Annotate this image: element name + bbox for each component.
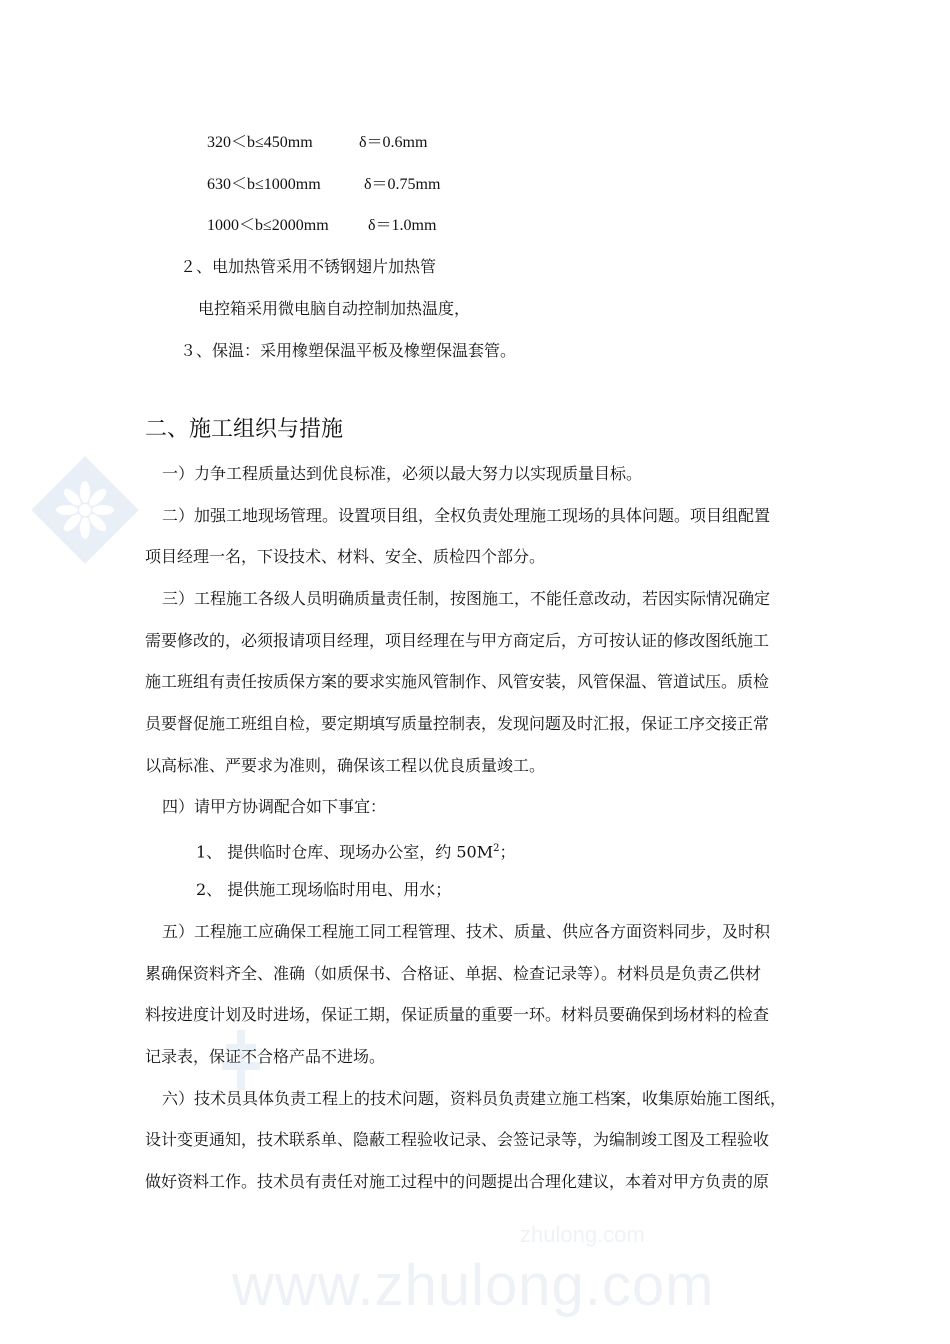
spec-delta: δ＝0.6mm — [359, 134, 428, 151]
item-2-continued: 电控箱采用微电脑自动控制加热温度， — [198, 299, 471, 318]
paragraph-line: 施工班组有责任按质保方案的要求实施风管制作、风管安装，风管保温、管道试压。质检 — [145, 672, 770, 691]
item-2: ２、电加热管采用不锈钢翅片加热管 — [180, 257, 437, 276]
paragraph-line: 一）力争工程质量达到优良标准，必须以最大努力以实现质量目标。 — [162, 464, 643, 483]
paragraph-line: 二）加强工地现场管理。设置项目组，全权负责处理施工现场的具体问题。项目组配置 — [162, 506, 771, 525]
paragraph-line: 五）工程施工应确保工程施工同工程管理、技术、质量、供应各方面资料同步，及时积 — [162, 922, 771, 941]
paragraph-line: 做好资料工作。技术员有责任对施工过程中的问题提出合理化建议，本着对甲方负责的原 — [145, 1172, 770, 1191]
watermark-text: www.zhulong.com — [232, 1253, 715, 1318]
paragraph-line: 项目经理一名，下设技术、材料、安全、质检四个部分。 — [145, 547, 546, 566]
spec-range: 630＜b≤1000mm — [207, 176, 321, 193]
watermark-logo-icon — [30, 455, 140, 565]
paragraph-line: 六）技术员具体负责工程上的技术问题，资料员负责建立施工档案，收集原始施工图纸， — [162, 1089, 787, 1108]
paragraph-line: 三）工程施工各级人员明确质量责任制，按图施工，不能任意改动，若因实际情况确定 — [162, 589, 771, 608]
item-3: ３、保温：采用橡塑保温平板及橡塑保温套管。 — [180, 341, 517, 360]
section-title: 二、施工组织与措施 — [145, 417, 344, 442]
superscript: 2 — [493, 843, 500, 854]
paragraph-line: 以高标准、严要求为准则，确保该工程以优良质量竣工。 — [145, 756, 546, 775]
paragraph-line: 员要督促施工班组自检，要定期填写质量控制表，发现问题及时汇报，保证工序交接正常 — [145, 714, 770, 733]
paragraph-line: 设计变更通知，技术联系单、隐蔽工程验收记录、会签记录等，为编制竣工图及工程验收 — [145, 1130, 770, 1149]
paragraph-line: 需要修改的，必须报请项目经理，项目经理在与甲方商定后，方可按认证的修改图纸施工 — [145, 631, 770, 650]
paragraph-line: 记录表，保证不合格产品不进场。 — [145, 1047, 386, 1066]
paragraph-line: 料按进度计划及时进场，保证工期，保证质量的重要一环。材料员要确保到场材料的检查 — [145, 1005, 770, 1024]
spec-range: 320＜b≤450mm — [207, 134, 313, 151]
list-item-text-end: ； — [499, 842, 516, 862]
paragraph-line: 累确保资料齐全、准确（如质保书、合格证、单据、检查记录等）。材料员是负责乙供材 — [145, 964, 762, 983]
list-item-text: 1、 提供临时仓库、现场办公室，约 50M — [196, 842, 494, 862]
spec-delta: δ＝0.75mm — [364, 176, 441, 193]
list-item — [196, 838, 516, 863]
list-item: 2、 提供施工现场临时用电、用水； — [196, 880, 452, 899]
watermark-small-text: zhulong.com — [520, 1222, 645, 1247]
spec-range: 1000＜b≤2000mm — [207, 217, 329, 234]
paragraph-line: 四）请甲方协调配合如下事宜： — [162, 797, 387, 816]
spec-delta: δ＝1.0mm — [368, 217, 437, 234]
